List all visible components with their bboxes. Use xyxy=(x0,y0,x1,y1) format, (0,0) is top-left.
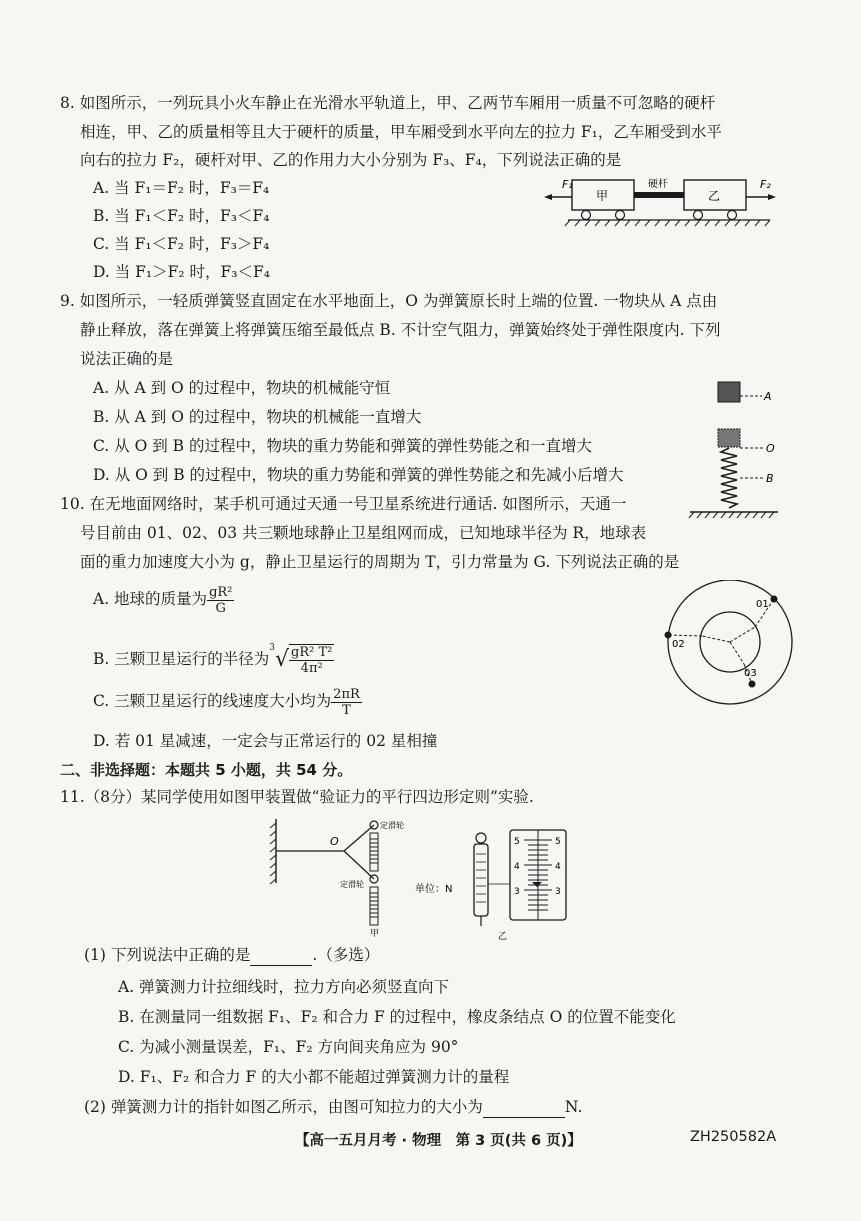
q10-option-b-root-index: 3 xyxy=(269,643,275,653)
q11-stem: 11.（8分）某同学使用如图甲装置做“验证力的平行四边形定则”实验. xyxy=(60,788,534,806)
q11-fig-label-jia: 甲 xyxy=(370,929,380,938)
q10-option-c-prefix: C. 三颗卫星运行的线速度大小均为 xyxy=(93,692,332,710)
q11-figure-jia xyxy=(262,813,412,938)
q11-part2-prefix: (2) 弹簧测力计的指针如图乙所示，由图可知拉力的大小为 xyxy=(84,1098,483,1116)
q11-option-d: D. F₁、F₂ 和合力 F 的大小都不能超过弹簧测力计的量程 xyxy=(118,1068,510,1086)
q9-stem-line2: 静止释放，落在弹簧上将弹簧压缩至最低点 B. 不计空气阻力，弹簧始终处于弹性限度内. 下列 xyxy=(80,321,721,339)
q10-satellite-figure xyxy=(660,580,800,710)
q11-fig-tick-left-4: 4 xyxy=(514,862,520,872)
q10-option-b-radical-sign: √ xyxy=(274,647,290,672)
q8-option-d: D. 当 F₁＞F₂ 时，F₃＜F₄ xyxy=(93,263,270,281)
q11-part1-prefix: (1) 下列说法中正确的是 xyxy=(84,946,251,964)
q11-part2-answer-blank[interactable] xyxy=(483,1097,565,1118)
q8-fig-f2: F₂ xyxy=(760,178,771,191)
q11-part2-suffix: N. xyxy=(564,1098,583,1116)
q11-fig-pulley-top: 定滑轮 xyxy=(380,821,404,830)
q11-fig-tick-right-5: 5 xyxy=(555,837,561,847)
q10-option-d: D. 若 01 星减速，一定会与正常运行的 02 星相撞 xyxy=(93,732,438,750)
q10-option-b-prefix: B. 三颗卫星运行的半径为 xyxy=(93,650,270,668)
q10-fig-sat-01: 01 xyxy=(756,599,769,610)
q9-fig-label-o: O xyxy=(766,442,775,455)
q11-part1-suffix: .（多选） xyxy=(312,946,380,964)
q9-fig-label-b: B xyxy=(766,472,774,485)
q11-option-a: A. 弹簧测力计拉细线时，拉力方向必须竖直向下 xyxy=(118,978,450,996)
q8-stem-line1: 8. 如图所示，一列玩具小火车静止在光滑水平轨道上，甲、乙两节车厢用一质量不可忽略的硬杆 xyxy=(60,94,716,112)
q9-stem-line3: 说法正确的是 xyxy=(80,350,174,368)
q11-option-b: B. 在测量同一组数据 F₁、F₂ 和合力 F 的过程中，橡皮条结点 O 的位置不能变化 xyxy=(118,1008,676,1026)
q11-fig-label-yi: 乙 xyxy=(498,932,508,941)
q10-fig-sat-02: 02 xyxy=(672,639,685,650)
q11-fig-pulley-bottom: 定滑轮 xyxy=(340,880,364,889)
q10-option-a-fraction xyxy=(207,585,234,616)
q10-option-c-fraction xyxy=(331,687,362,718)
q10-option-b xyxy=(93,630,334,678)
footer-page-info: 【高一五月月考 · 物理 第 3 页(共 6 页)】 xyxy=(295,1133,582,1149)
q8-stem-line3: 向右的拉力 F₂，硬杆对甲、乙的作用力大小分别为 F₃、F₄，下列说法正确的是 xyxy=(80,151,622,169)
q9-option-d: D. 从 O 到 B 的过程中，物块的重力势能和弹簧的弹性势能之和先减小后增大 xyxy=(93,466,624,484)
q8-train-figure xyxy=(540,168,790,230)
q10-option-b-fraction xyxy=(289,644,334,676)
q9-spring-figure xyxy=(680,374,800,529)
q9-option-b: B. 从 A 到 O 的过程中，物块的机械能一直增大 xyxy=(93,408,422,426)
q11-part1 xyxy=(84,945,379,966)
q11-fig-tick-right-3: 3 xyxy=(555,887,561,897)
q10-option-b-denominator: 4π² xyxy=(300,661,323,676)
q10-option-a-prefix: A. 地球的质量为 xyxy=(93,590,208,608)
q11-part1-answer-blank[interactable] xyxy=(250,945,312,966)
q10-stem-line2: 号目前由 01、02、03 共三颗地球静止卫星组网而成，已知地球半径为 R，地球表 xyxy=(80,524,647,542)
q8-option-c: C. 当 F₁＜F₂ 时，F₃＞F₄ xyxy=(93,235,270,253)
q11-fig-tick-left-3: 3 xyxy=(514,887,520,897)
q10-stem-line1: 10. 在无地面网络时，某手机可通过天通一号卫星系统进行通话. 如图所示，天通一 xyxy=(60,495,627,513)
q11-fig-tick-left-5: 5 xyxy=(514,837,520,847)
q10-option-c-denominator: T xyxy=(342,702,351,718)
q9-stem-line1: 9. 如图所示，一轻质弹簧竖直固定在水平地面上，O 为弹簧原长时上端的位置. 一物块从 A 点由 xyxy=(60,292,718,310)
q10-option-c-numerator: 2πR xyxy=(333,686,360,702)
q10-option-b-numerator: gR² T² xyxy=(291,645,333,660)
q8-option-b: B. 当 F₁＜F₂ 时，F₃＜F₄ xyxy=(93,207,270,225)
q10-option-c xyxy=(93,685,362,718)
q11-fig-tick-right-4: 4 xyxy=(555,862,561,872)
q8-fig-rod: 硬杆 xyxy=(648,179,668,190)
q8-fig-yi: 乙 xyxy=(708,189,721,203)
section-2-heading: 二、非选择题：本题共 5 小题，共 54 分。 xyxy=(60,761,353,779)
q11-part2 xyxy=(84,1097,582,1118)
q10-fig-sat-03: 03 xyxy=(744,668,757,679)
q11-figure-yi xyxy=(410,826,575,941)
q9-option-a: A. 从 A 到 O 的过程中，物块的机械能守恒 xyxy=(93,379,391,397)
q9-option-c: C. 从 O 到 B 的过程中，物块的重力势能和弹簧的弹性势能之和一直增大 xyxy=(93,437,592,455)
q11-option-c: C. 为减小测量误差，F₁、F₂ 方向间夹角应为 90° xyxy=(118,1038,459,1056)
footer-code: ZH250582A xyxy=(690,1129,777,1145)
q8-fig-f1: F₁ xyxy=(562,178,573,191)
q9-fig-label-a: A xyxy=(764,390,772,403)
q8-stem-line2: 相连，甲、乙的质量相等且大于硬杆的质量，甲车厢受到水平向左的拉力 F₁，乙车厢受到水平 xyxy=(80,123,722,141)
q8-fig-jia: 甲 xyxy=(596,189,609,203)
q11-fig-label-o: O xyxy=(330,835,339,848)
q10-option-a-denominator: G xyxy=(215,600,226,616)
q10-option-a-numerator: gR² xyxy=(209,584,233,600)
q10-option-a xyxy=(93,583,234,616)
q8-option-a: A. 当 F₁＝F₂ 时，F₃＝F₄ xyxy=(93,179,270,197)
q11-fig-unit: 单位：N xyxy=(415,884,453,895)
q10-stem-line3: 面的重力加速度大小为 g，静止卫星运行的周期为 T，引力常量为 G. 下列说法正确的是 xyxy=(80,553,680,571)
